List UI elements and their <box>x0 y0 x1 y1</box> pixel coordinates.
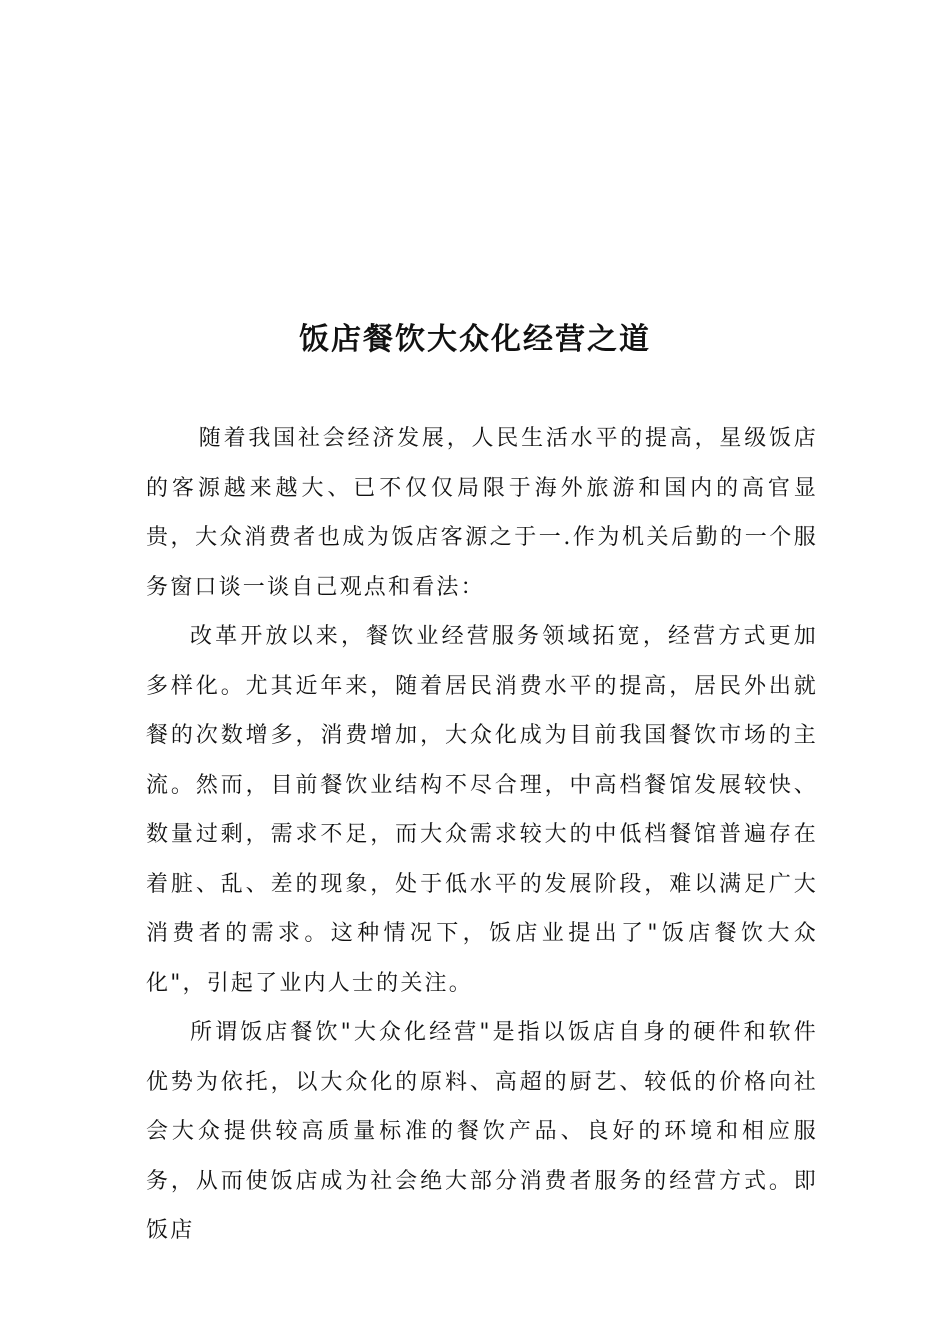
paragraph-reform: 改革开放以来，餐饮业经营服务领域拓宽，经营方式更加多样化。尤其近年来，随着居民消费水平的提高，居民外出就餐的次数增多，消费增加，大众化成为目前我国餐饮市场的主流。然而，目前餐饮业结构不尽合理，中高档餐馆发展较快、数量过剩，需求不足，而大众需求较大的中低档餐馆普遍存在着脏、乱、差的现象，处于低水平的发展阶段，难以满足广大消费者的需求。这种情况下，饭店业提出了"饭店餐饮大众化"，引起了业内人士的关注。 <box>146 624 818 996</box>
document-title: 饭店餐饮大众化经营之道 <box>299 322 651 357</box>
paragraph-intro: 随着我国社会经济发展，人民生活水平的提高，星级饭店的客源越来越大、已不仅仅局限于海外旅游和国内的高官显贵，大众消费者也成为饭店客源之于一.作为机关后勤的一个服务窗口谈一谈自己观点和看法： <box>146 426 818 600</box>
document-body <box>146 414 818 1256</box>
paragraph-definition: 所谓饭店餐饮"大众化经营"是指以饭店自身的硬件和软件优势为依托，以大众化的原料、高超的厨艺、较低的价格向社会大众提供较高质量标准的餐饮产品、良好的环境和相应服务，从而使饭店成为社会绝大部分消费者服务的经营方式。即饭店 <box>146 1020 818 1243</box>
